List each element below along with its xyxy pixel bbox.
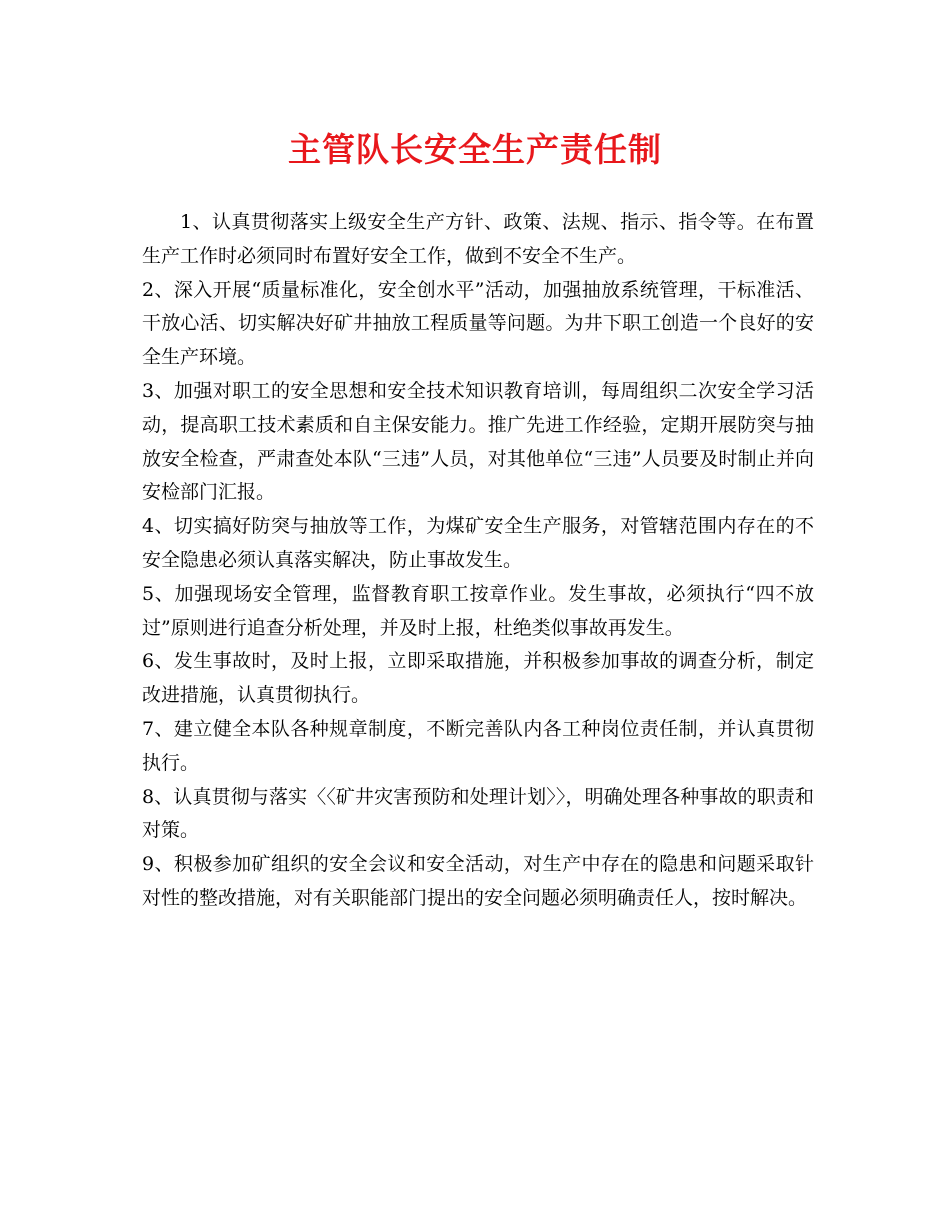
document-title: 主管队长安全生产责任制 [288,130,662,169]
paragraph-1: 1、认真贯彻落实上级安全生产方针、政策、法规、指示、指令等。在布置生产工作时必须同时布置好安全工作，做到不安全不生产。 [142,211,814,267]
paragraph-9: 9、积极参加矿组织的安全会议和安全活动，对生产中存在的隐患和问题采取针对性的整改措施，对有关职能部门提出的安全问题必须明确责任人，按时解决。 [142,853,814,909]
paragraph-8: 8、认真贯彻与落实〈〈矿井灾害预防和处理计划〉〉，明确处理各种事故的职责和对策。 [142,785,814,842]
paragraph-2: 2、深入开展“质量标准化，安全创水平”活动，加强抽放系统管理，干标准活、干放心活、切实解决好矿井抽放工程质量等问题。为井下职工创造一个良好的安全生产环境。 [142,278,814,369]
paragraph-7: 7、建立健全本队各种规章制度，不断完善队内各工种岗位责任制，并认真贯彻执行。 [142,717,814,774]
document-body [142,206,814,916]
paragraph-5: 5、加强现场安全管理，监督教育职工按章作业。发生事故，必须执行“四不放过”原则进行追查分析处理，并及时上报，杜绝类似事故再发生。 [142,582,814,639]
paragraph-3: 3、加强对职工的安全思想和安全技术知识教育培训，每周组织二次安全学习活动，提高职工技术素质和自主保安能力。推广先进工作经验，定期开展防突与抽放安全检查，严肃查处本队“三违”人员，对其他单位“三违”人员要及时制止并向安检部门汇报。 [142,379,814,504]
paragraph-4: 4、切实搞好防突与抽放等工作，为煤矿安全生产服务，对管辖范围内存在的不安全隐患必须认真落实解决，防止事故发生。 [142,515,814,571]
paragraph-6: 6、发生事故时，及时上报，立即采取措施，并积极参加事故的调查分析，制定改进措施，认真贯彻执行。 [142,650,814,707]
